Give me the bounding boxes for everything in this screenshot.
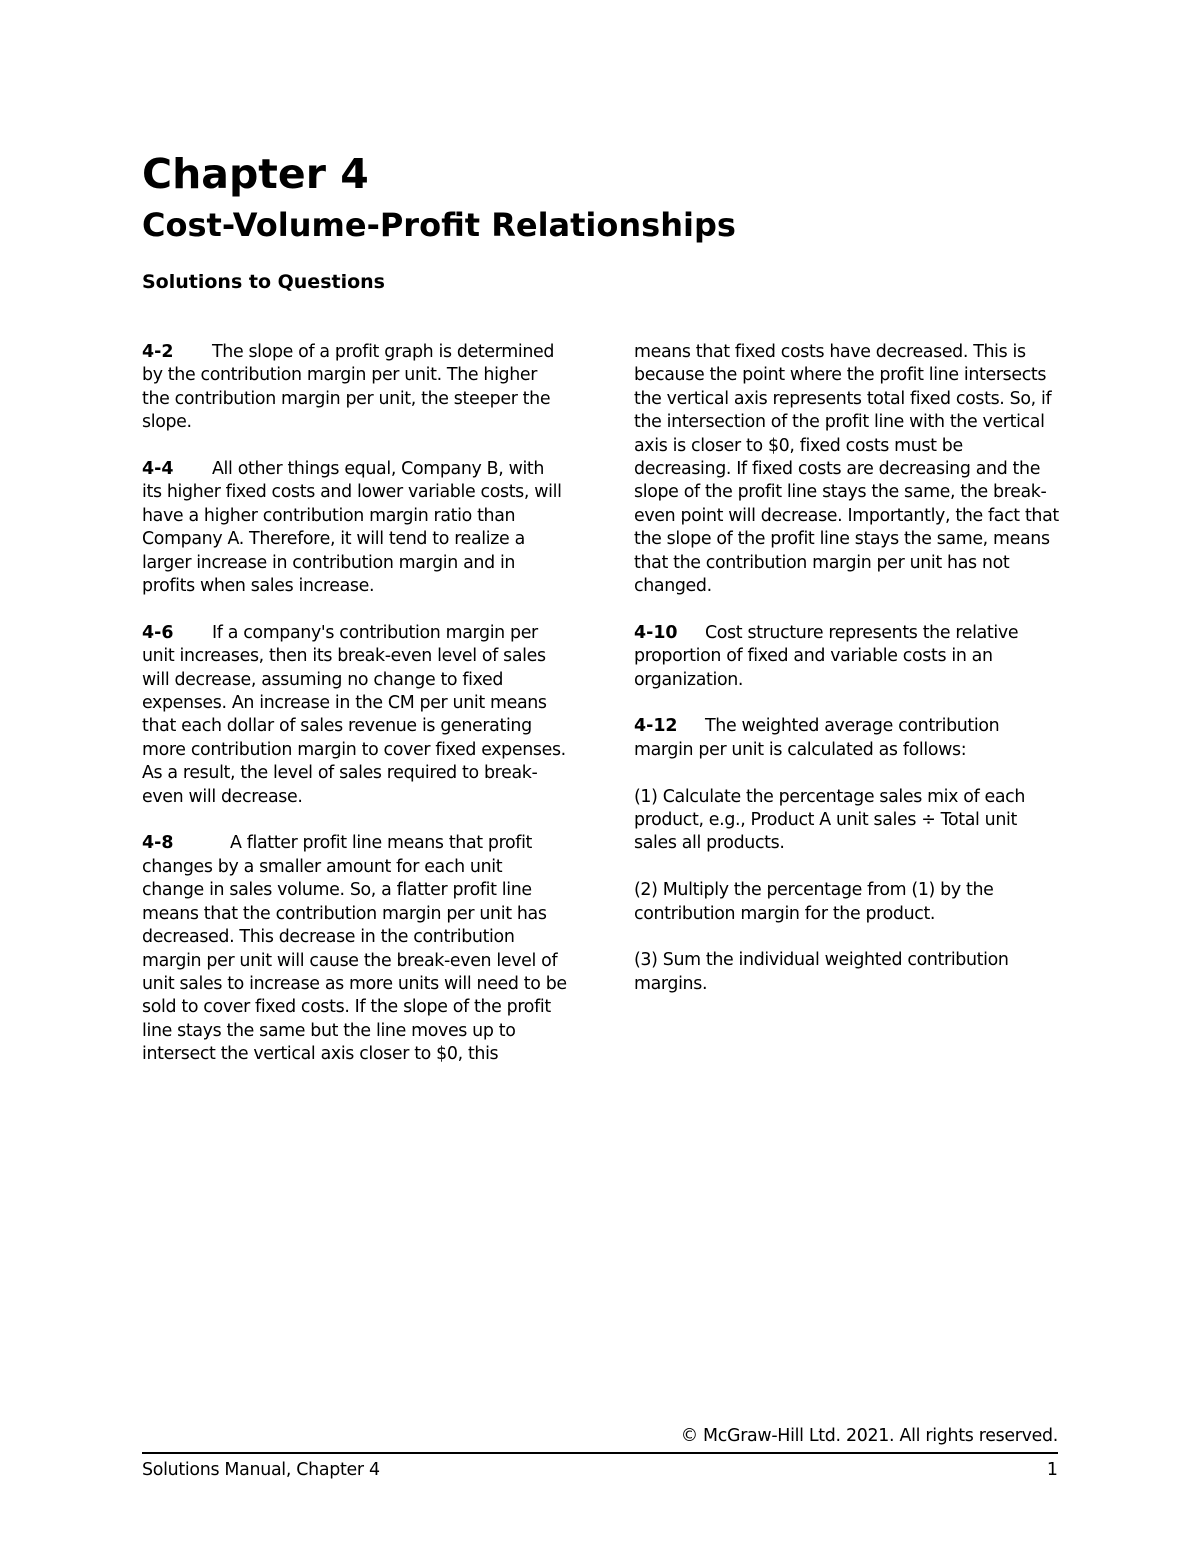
question-4-8-continued: means that fixed costs have decreased. This is because the point where the profit line intersects the vertical axis represents total fixed costs. So, if the intersection of the profit line with the vertical axis is closer to $0, fixed costs must be decreasing. If fixed costs are decreasing and the slope of the profit line stays the same, the break-even point will decrease. Importantly, the fact that the slope of the profit line stays the same, means that the contribution margin per unit has not changed.	[634, 342, 1059, 597]
question-answer: If a company's contribution margin per unit increases, then its break-even level of sales will decrease, assuming no change to fixed expenses. An increase in the CM per unit means that each dollar of sales revenue is generating more contribution margin to cover fixed expenses. As a result, the level of sales required to break-even will decrease.	[142, 622, 566, 807]
question-number: 4-2	[142, 342, 174, 362]
question-answer: Cost structure represents the relative proportion of fixed and variable costs in an organization.	[634, 622, 1019, 690]
question-4-6	[142, 622, 567, 809]
question-answer: All other things equal, Company B, with its higher fixed costs and lower variable costs, will have a higher contribution margin ratio than Company A. Therefore, it will tend to realize a larger increase in contribution margin and in profits when sales increase.	[142, 459, 562, 597]
question-4-12	[634, 715, 1059, 762]
question-number: 4-12	[634, 716, 678, 737]
question-4-4	[142, 458, 567, 598]
question-number: 4-10	[634, 622, 678, 643]
chapter-title: Chapter 4	[142, 150, 369, 198]
section-heading: Solutions to Questions	[142, 271, 385, 293]
question-answer: The weighted average contribution margin per unit is calculated as follows:	[634, 716, 1000, 760]
step-2: (2) Multiply the percentage from (1) by the contribution margin for the product.	[634, 880, 994, 924]
chapter-subtitle: Cost-Volume-Profit Relationships	[142, 206, 736, 244]
copyright-notice: © McGraw-Hill Ltd. 2021. All rights reserved.	[680, 1426, 1058, 1446]
step-3: (3) Sum the individual weighted contribution margins.	[634, 950, 1009, 994]
question-number: 4-6	[142, 622, 174, 643]
question-4-10	[634, 622, 1059, 692]
question-number: 4-8	[142, 833, 174, 854]
question-number: 4-4	[142, 459, 174, 480]
page-number: 1	[1046, 1460, 1058, 1480]
step-1: (1) Calculate the percentage sales mix of each product, e.g., Product A unit sales ÷ Total unit sales all products.	[634, 786, 1026, 854]
question-4-2	[142, 341, 567, 435]
question-answer: A flatter profit line means that profit changes by a smaller amount for each unit change in sales volume. So, a flatter profit line means that the contribution margin per unit has decreased. This decrease in the contribution margin per unit will cause the break-even level of unit sales to increase as more units will need to be sold to cover fixed costs. If the slope of the profit line stays the same but the line moves up to intersect the vertical axis closer to $0, this	[142, 833, 567, 1065]
footer-manual-label: Solutions Manual, Chapter 4	[142, 1460, 380, 1480]
question-4-8	[142, 832, 567, 1066]
footer-divider	[142, 1452, 1058, 1454]
left-column	[142, 341, 567, 1090]
question-answer: The slope of a profit graph is determined by the contribution margin per unit. The higher the contribution margin per unit, the steeper the slope.	[142, 342, 555, 433]
right-column	[634, 341, 1059, 1020]
